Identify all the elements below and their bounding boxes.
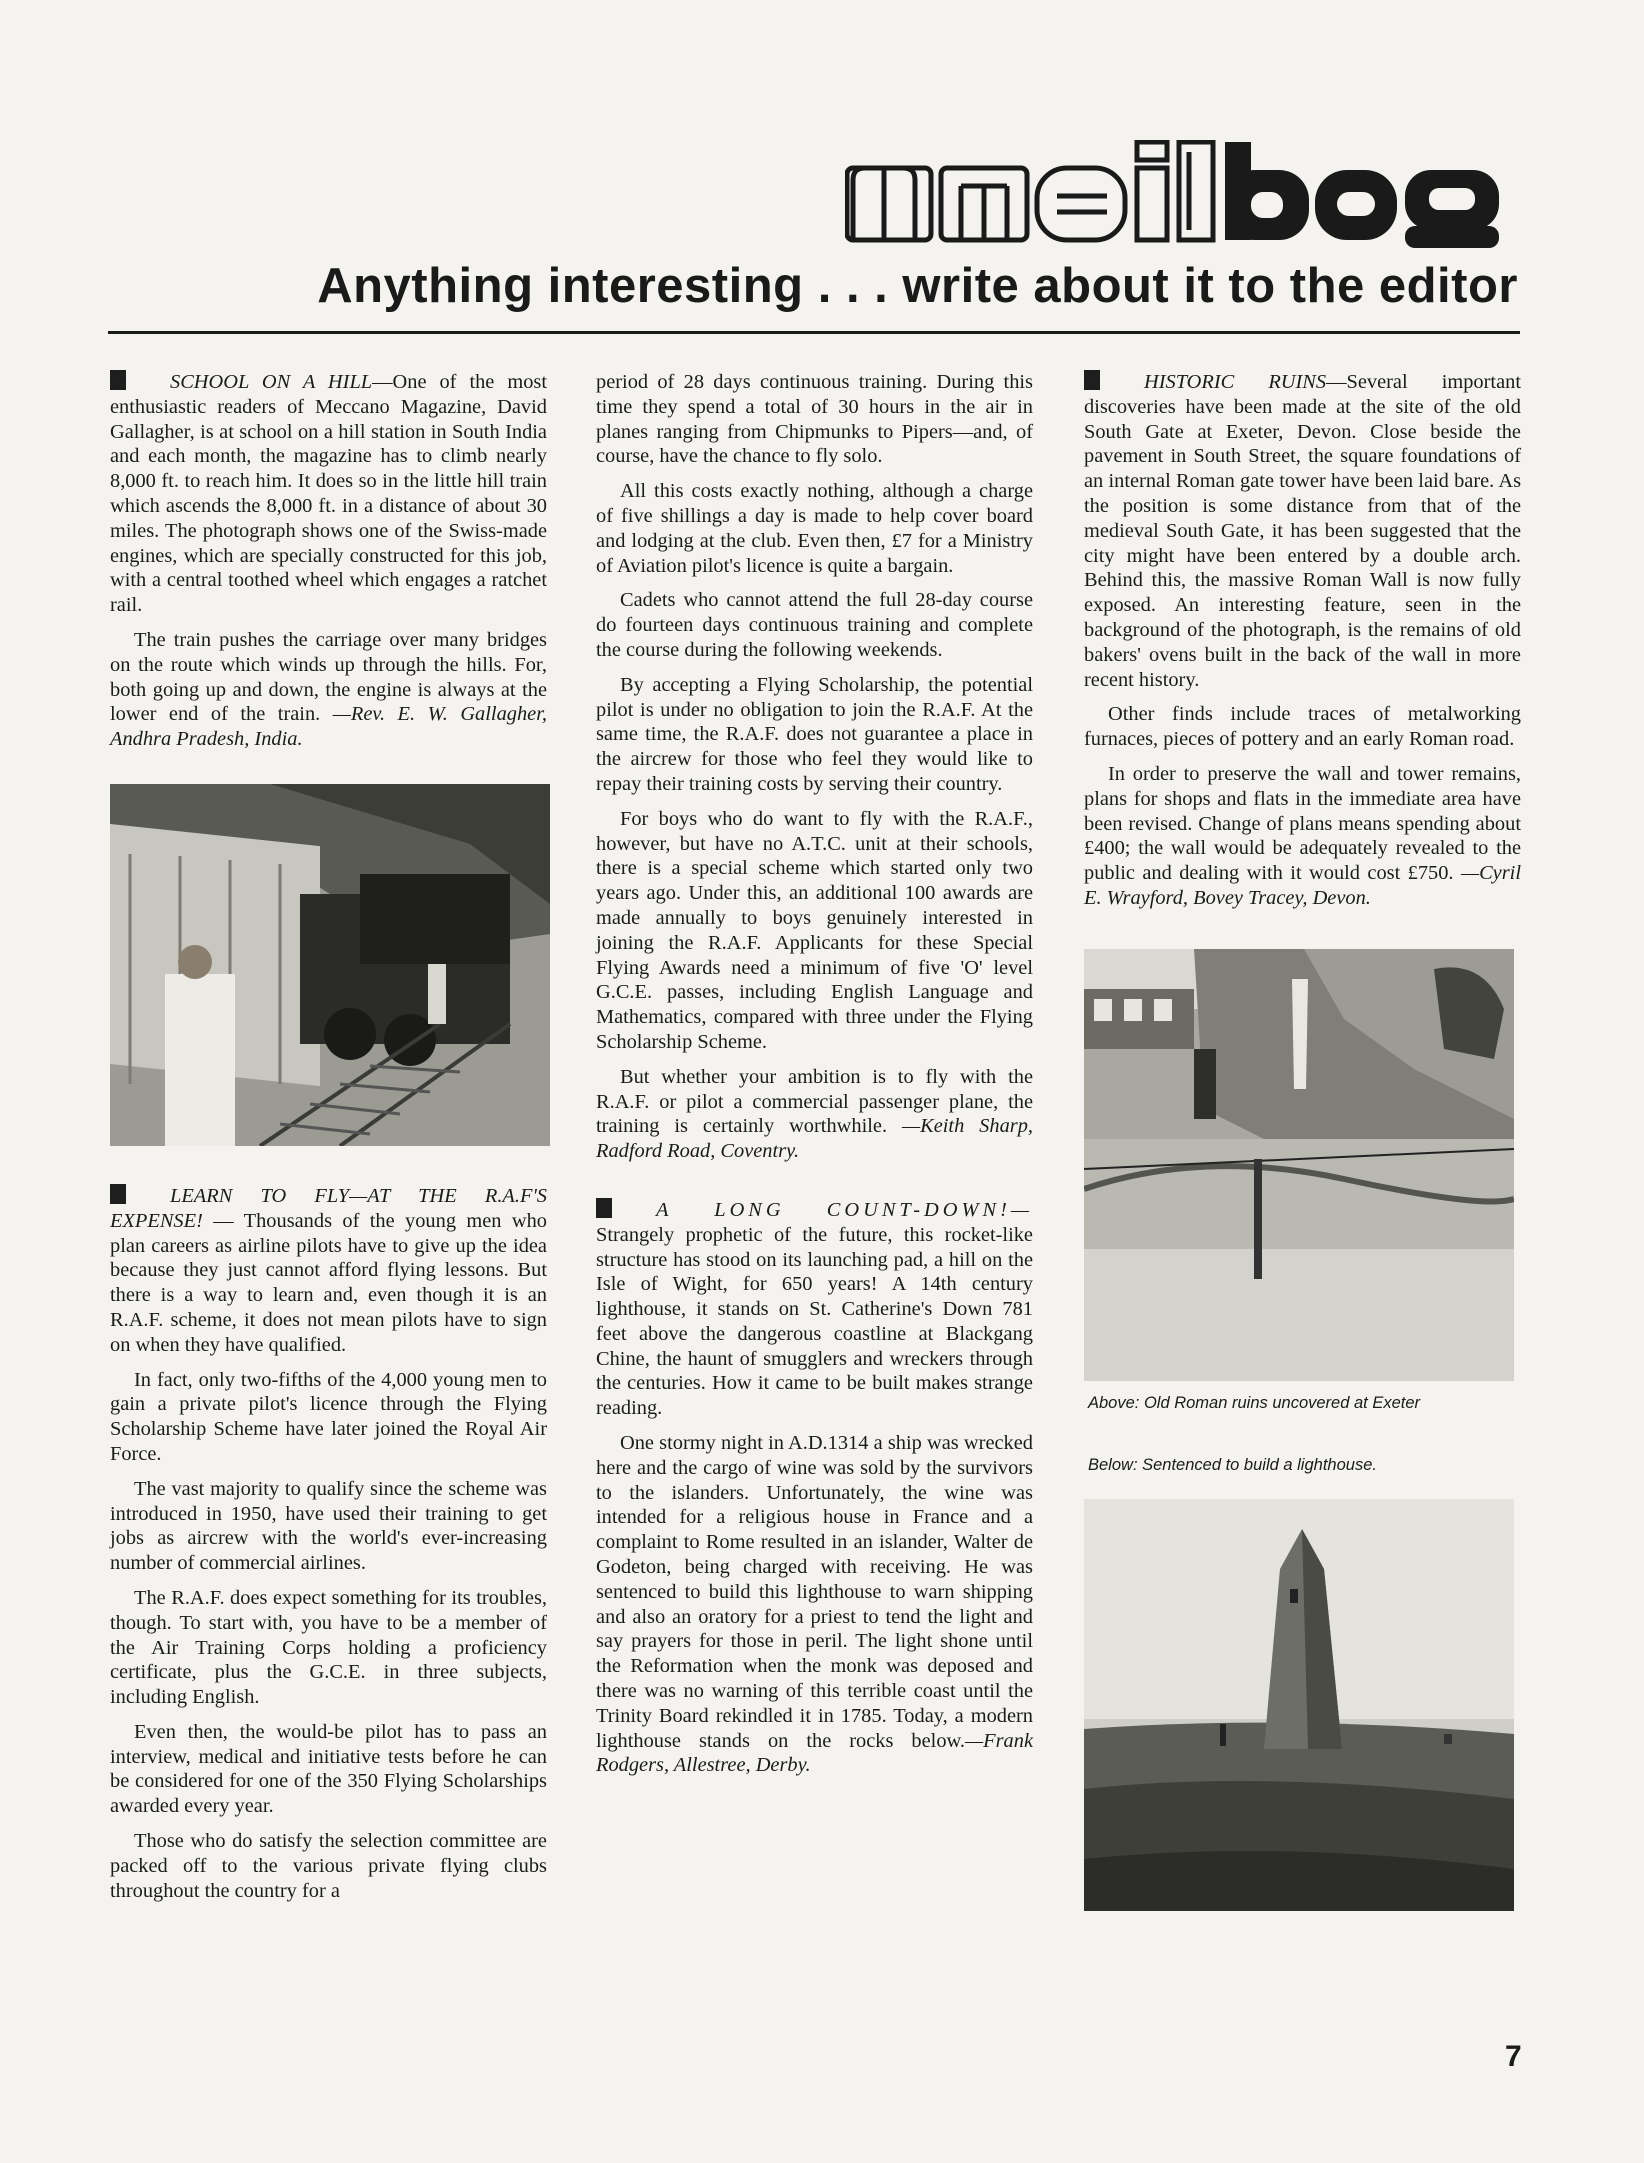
paragraph: In order to preserve the wall and tower remains, plans for shops and flats in the immediate area have been revised. Change of plans means spending about £400; the wall would be adequately revealed to the public and dealing with it would cost £750. —Cyril E. Wrayford, Bovey Tracey, Devon.	[1084, 762, 1521, 909]
paragraph: The R.A.F. does expect something for its troubles, though. To start with, you have to be a member of the Air Training Corps holding a proficiency certificate, plus the G.C.E. in three subjects, including English.	[110, 1586, 547, 1709]
paragraph: Other finds include traces of metalworking furnaces, pieces of pottery and an early Roman road.	[1084, 703, 1521, 751]
section-bullet-icon	[1084, 370, 1100, 390]
paragraph: In fact, only two-fifths of the 4,000 young men to gain a private pilot's licence through the Flying Scholarship Scheme have later joined the Royal Air Force.	[110, 1368, 547, 1465]
school-on-a-hill-paragraph: SCHOOL ON A HILL—One of the most enthusiastic readers of Meccano Magazine, David Gallagher, is at school on a hill station in South India and each month, the magazine has to climb nearly 8,000 ft. to reach him. It does so in the little hill train which ascends the 8,000 ft. in a distance of about 30 miles. The photograph shows one of the Swiss-made engines, which are specially constructed for this job, with a central toothed wheel which engages a ratchet rail.	[110, 371, 547, 617]
paragraph: Even then, the would-be pilot has to pass an interview, medical and initiative tests before he can be considered for one of the 350 Flying Scholarships awarded every year.	[110, 1720, 547, 1818]
learn-to-fly-paragraph: LEARN TO FLY—AT THE R.A.F'S EXPENSE! — Thousands of the young men who plan careers as airline pilots have to give up the idea because they just cannot afford flying lessons. But there is a way to learn and, even though it is an R.A.F. scheme, it does not mean pilots have to sign on when they have qualified.	[110, 1184, 547, 1356]
paragraph: One stormy night in A.D.1314 a ship was wrecked here and the cargo of wine was sold by the survivors to the islanders. Unfortunately, the wine was intended for a religious house in France and a complaint to Rome resulted in an islander, Walter de Godeton, being charged with receiving. He was sentenced to build this lighthouse to warn shipping and also an oratory for a priest to tend the light and say prayers for those in peril. The light shone until the Reformation when the monk was deposed and there was no warning of this terrible coast until the Trinity Board rekindled it in 1785. Today, a modern lighthouse stands on the rocks below.—Frank Rodgers, Allestree, Derby.	[596, 1432, 1033, 1777]
paragraph: Those who do satisfy the selection committee are packed off to the various private flying clubs throughout the country for a	[110, 1830, 547, 1902]
signature: —Frank Rodgers, Allestree, Derby.	[596, 1729, 1033, 1777]
tagline: Anything interesting . . . write about it to the editor	[317, 259, 1518, 313]
signature: —Keith Sharp, Radford Road, Coventry.	[596, 1115, 1033, 1163]
column-3	[1084, 370, 1521, 1923]
signature: —Cyril E. Wrayford, Bovey Tracey, Devon.	[1084, 862, 1521, 909]
header-rule	[108, 331, 1520, 334]
school-on-a-hill-heading: SCHOOL ON A HILL	[170, 371, 373, 393]
caption-below: Below: Sentenced to build a lighthouse.	[1088, 1455, 1377, 1474]
lighthouse-photo	[1084, 1499, 1514, 1911]
signature: —Rev. E. W. Gallagher, Andhra Pradesh, India.	[110, 703, 547, 751]
section-bullet-icon	[110, 370, 126, 390]
column-1	[110, 370, 547, 1913]
section-bullet-icon	[596, 1198, 612, 1218]
long-count-down-heading: A LONG COUNT-DOWN!—	[656, 1198, 1033, 1221]
caption-above: Above: Old Roman ruins uncovered at Exeter	[1088, 1393, 1421, 1412]
paragraph: But whether your ambition is to fly with the R.A.F. or pilot a commercial passenger plane, the training is certainly worthwhile. —Keith Sharp, Radford Road, Coventry.	[596, 1065, 1033, 1163]
paragraph: period of 28 days continuous training. During this time they spend a total of 30 hours in the air in planes ranging from Chipmunks to Pipers—and, of course, have the chance to fly solo.	[596, 371, 1033, 468]
historic-ruins-paragraph: HISTORIC RUINS—Several important discoveries have been made at the site of the old South Gate at Exeter, Devon. Close beside the pavement in South Street, the square foundations of an internal Roman gate tower have been laid bare. As the position is some distance from that of the medieval South Gate, it has been suggested that the city might have been entered by a double arch. Behind this, the massive Roman Wall is now fully exposed. An interesting feature, seen in the background of the photograph, is the remains of old bakers' ovens built in the back of the wall in more recent history.	[1084, 371, 1521, 691]
column-2	[596, 370, 1033, 1788]
paragraph: The vast majority to qualify since the scheme was introduced in 1950, have used their training to get jobs as aircrew with the world's ever-increasing number of commercial airlines.	[110, 1477, 547, 1575]
historic-ruins-heading: HISTORIC RUINS	[1144, 371, 1327, 393]
page-number: 7	[1505, 2040, 1522, 2073]
paragraph: By accepting a Flying Scholarship, the potential pilot is under no obligation to join the R.A.F. At the same time, the R.A.F. does not guarantee a place in the aircrew for those who feel they would like to repay their training costs by serving their country.	[596, 673, 1033, 795]
learn-to-fly-heading: LEARN TO FLY—AT THE R.A.F'S EXPENSE!	[110, 1184, 547, 1232]
mailbag-logo	[845, 140, 1505, 250]
paragraph: The train pushes the carriage over many bridges on the route which winds up through the hills. For, both going up and down, the engine is always at the lower end of the train. —Rev. E. W. Gallagher, Andhra Pradesh, India.	[110, 628, 547, 751]
paragraph: For boys who do want to fly with the R.A.F., however, but have no A.T.C. unit at their schools, there is a special scheme which started only two years ago. Under this, an additional 100 awards are made annually to boys genuinely interested in joining the R.A.F. Applicants for these Special Flying Awards need a minimum of five 'O' level G.C.E. passes, including English Language and Mathematics, compared with three under the Flying Scholarship Scheme.	[596, 807, 1033, 1053]
roman-ruins-photo	[1084, 949, 1514, 1381]
long-count-down-paragraph: A LONG COUNT-DOWN!— Strangely prophetic of the future, this rocket-like structure has stood on its launching pad, a hill on the Isle of Wight, for 650 years! A 14th century lighthouse, it stands on St. Catherine's Down 781 feet above the dangerous coastline at Blackgang Chine, the haunt of smugglers and wreckers through the centuries. How it came to be built makes strange reading.	[596, 1198, 1033, 1420]
section-bullet-icon	[110, 1184, 126, 1204]
paragraph: Cadets who cannot attend the full 28-day course do fourteen days continuous training and complete the course during the following weekends.	[596, 589, 1033, 661]
paragraph: All this costs exactly nothing, although a charge of five shillings a day is made to help cover board and lodging at the club. Even then, £7 for a Ministry of Aviation pilot's licence is quite a bargain.	[596, 480, 1033, 577]
hill-train-photo	[110, 784, 550, 1146]
